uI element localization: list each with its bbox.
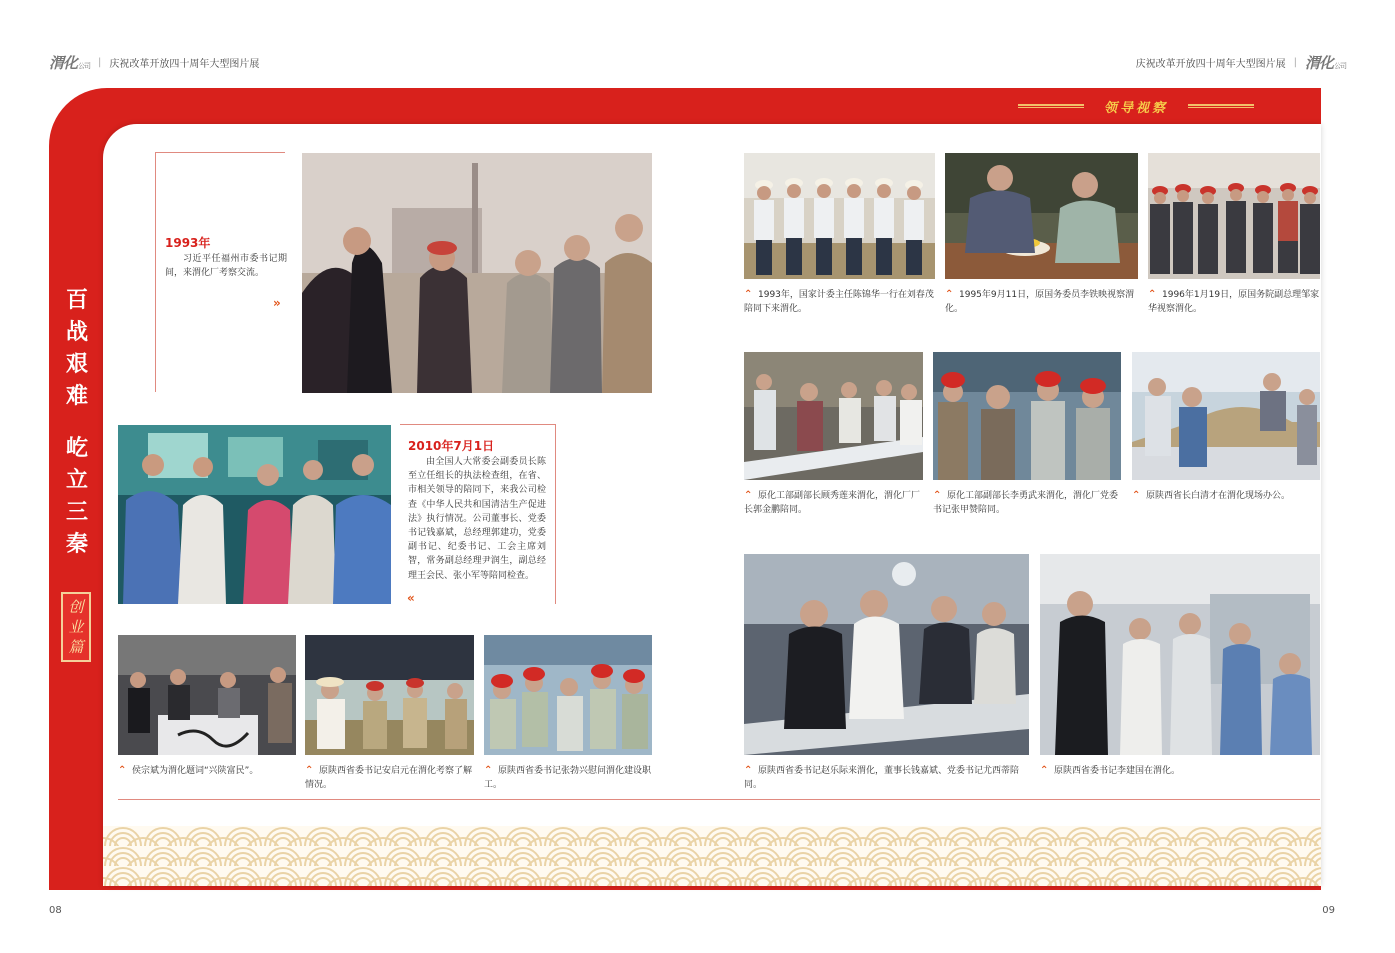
double-chevron-icon: ⌃ — [118, 765, 127, 776]
photo-ministry-visit-1 — [744, 352, 923, 480]
photo-provincial-secretary-2 — [1040, 554, 1320, 755]
double-chevron-icon: ⌃ — [1040, 765, 1049, 776]
caption-provincial-secretary-2: ⌃ 原陕西省委书记李建国在渭化。 — [1040, 765, 1181, 776]
photo-site-inspection — [305, 635, 474, 755]
caption-workers-greeting: ⌃ 原陕西省委书记张勃兴慰问渭化建设职工。 — [484, 765, 652, 790]
double-chevron-icon: ⌃ — [744, 765, 753, 776]
photo-2010-inspection — [118, 425, 391, 604]
left-header: 渭化公司 | 庆祝改革开放四十周年大型图片展 — [49, 54, 260, 72]
double-chevron-icon: ⌃ — [484, 765, 493, 776]
page-number-right: 09 — [1322, 905, 1335, 916]
chapter-badge: 创 业 篇 — [61, 592, 91, 662]
right-header: 庆祝改革开放四十周年大型图片展 | 渭化公司 — [1135, 54, 1346, 72]
double-chevron-icon: ⌃ — [305, 765, 314, 776]
double-chevron-icon: ⌃ — [1148, 289, 1157, 300]
exhibition-title: 庆祝改革开放四十周年大型图片展 — [1135, 59, 1286, 70]
caption-1995-meeting: ⌃ 1995年9月11日，原国务委员李铁映视察渭化。 — [945, 289, 1135, 314]
caption-ministry-visit-1: ⌃ 原化工部副部长顾秀莲来渭化，渭化厂厂长郭金鹏陪同。 — [744, 490, 921, 515]
wave-pattern — [103, 826, 1321, 886]
exhibition-title: 庆祝改革开放四十周年大型图片展 — [109, 59, 260, 70]
caption-ministry-visit-2: ⌃ 原化工部副部长李勇武来渭化，渭化厂党委书记张甲赞陪同。 — [933, 490, 1119, 515]
caption-calligraphy: ⌃ 侯宗斌为渭化题词“兴陕富民”。 — [118, 765, 259, 776]
company-logo: 渭化公司 — [49, 54, 91, 72]
prev-chevron-icon: « — [407, 591, 415, 605]
caption-1996-visit: ⌃ 1996年1月19日，原国务院副总理邹家华视察渭化。 — [1148, 289, 1320, 314]
photo-1993-group — [744, 153, 935, 279]
feature1-text: 习近平任福州市委书记期间，来渭化厂考察交流。 — [165, 254, 287, 279]
photo-1993-visit — [302, 153, 652, 393]
caption-site-inspection: ⌃ 原陕西省委书记安启元在渭化考察了解情况。 — [305, 765, 473, 790]
feature1-year: 1993年 — [165, 236, 211, 250]
page-number-left: 08 — [49, 905, 62, 916]
photo-workers-greeting — [484, 635, 652, 755]
photo-calligraphy — [118, 635, 296, 755]
caption-governor-office: ⌃ 原陕西省长白清才在渭化现场办公。 — [1132, 490, 1291, 501]
feature2-year: 2010年7月1日 — [408, 439, 495, 453]
double-chevron-icon: ⌃ — [933, 490, 942, 501]
section-title: 领导视察 — [1018, 96, 1254, 116]
photo-1995-meeting — [945, 153, 1138, 279]
caption-1993-group: ⌃ 1993年，国家计委主任陈锦华一行在刘春茂陪同下来渭化。 — [744, 289, 934, 314]
next-chevron-icon: » — [273, 296, 281, 310]
photo-governor-office — [1132, 352, 1320, 480]
photo-ministry-visit-2 — [933, 352, 1121, 480]
feature2-text: 由全国人大常委会副委员长陈至立任组长的执法检查组，在省、市相关领导的陪同下，来我公司检查《中华人民共和国清洁生产促进法》执行情况。公司董事长、党委书记钱嘉斌，总经理郭建功，党委副书记、纪委书记、工会主席刘智，常务副总经理尹润生，副总经理王会民、张小军等陪同检查。 — [408, 457, 546, 581]
company-logo: 渭化公司 — [1304, 54, 1346, 72]
double-chevron-icon: ⌃ — [945, 289, 954, 300]
caption-provincial-secretary-1: ⌃ 原陕西省委书记赵乐际来渭化，董事长钱嘉斌、党委书记尤西蒂陪同。 — [744, 765, 1020, 790]
bottom-rule — [118, 799, 1320, 800]
side-title: 百 战 艰 难 屹 立 三 秦 — [65, 287, 88, 557]
photo-provincial-secretary-1 — [744, 554, 1029, 755]
double-chevron-icon: ⌃ — [1132, 490, 1141, 501]
double-chevron-icon: ⌃ — [744, 490, 753, 501]
photo-1996-visit — [1148, 153, 1320, 279]
double-chevron-icon: ⌃ — [744, 289, 753, 300]
